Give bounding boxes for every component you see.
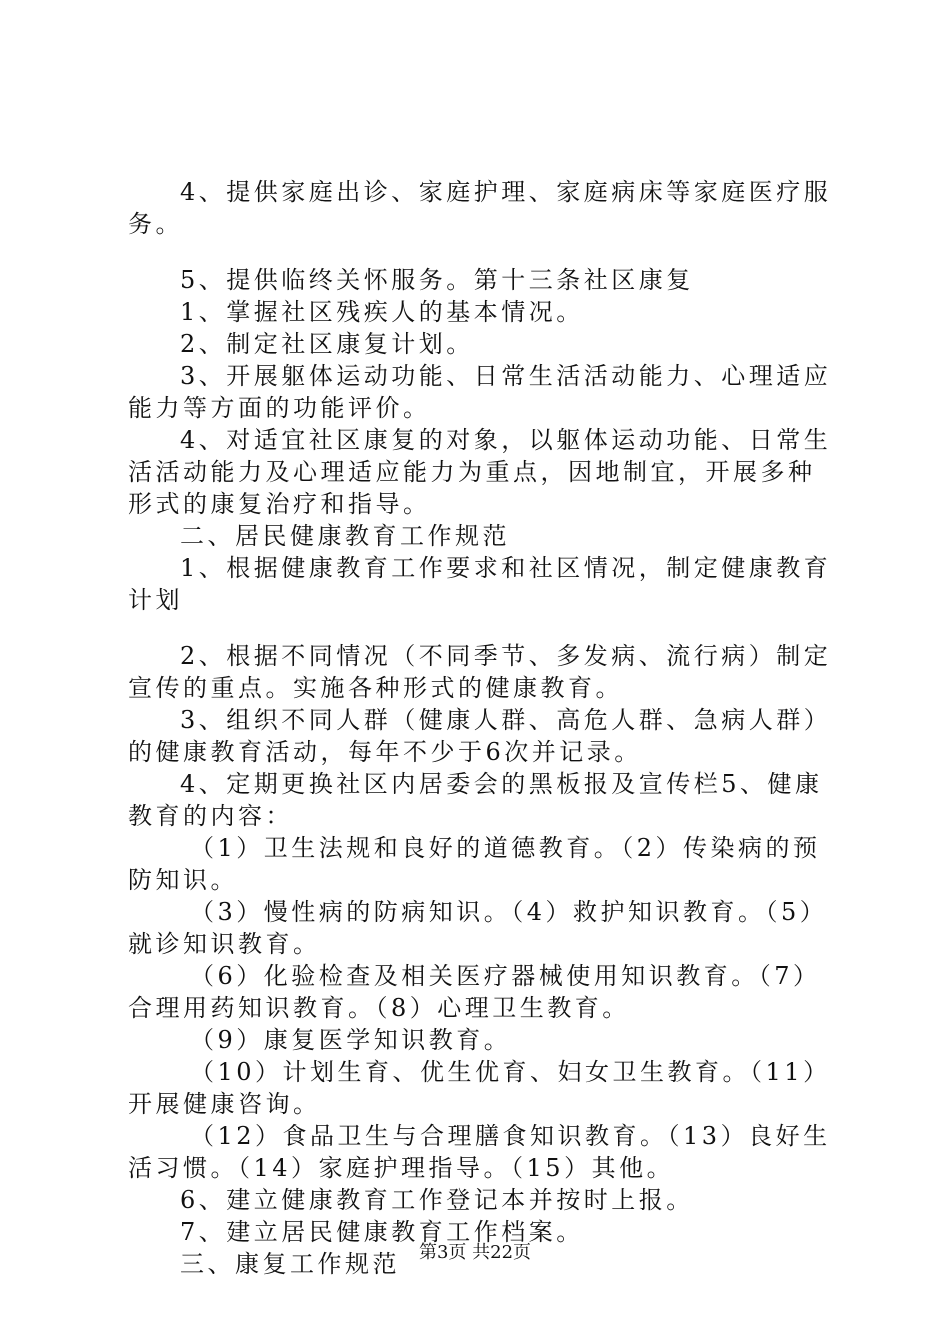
paragraph-disabled-situation: 1、掌握社区残疾人的基本情况。 <box>180 298 584 326</box>
paragraph-registration-book: 6、建立健康教育工作登记本并按时上报。 <box>180 1186 694 1214</box>
list-item-education-9: （9）康复医学知识教育。 <box>190 1026 512 1054</box>
list-item-education-6-8: （6）化验检查及相关医疗器械使用知识教育。（7）合理用药知识教育。（8）心理卫生教育。 <box>128 962 821 1022</box>
paragraph-home-medical-service: 4、提供家庭出诊、家庭护理、家庭病床等家庭医疗服务。 <box>128 178 832 238</box>
section-heading-health-education: 二、居民健康教育工作规范 <box>180 522 510 550</box>
list-item-education-3-5: （3）慢性病的防病知识。（4）救护知识教育。（5）就诊知识教育。 <box>128 898 828 958</box>
paragraph-rehab-treatment: 4、对适宜社区康复的对象，以躯体运动功能、日常生活活动能力及心理适应能力为重点，因地制宜，开展多种形式的康复治疗和指导。 <box>128 426 832 518</box>
document-body <box>128 176 832 1280</box>
list-item-education-1-2: （1）卫生法规和良好的道德教育。（2）传染病的预防知识。 <box>128 834 821 894</box>
paragraph-function-evaluation: 3、开展躯体运动功能、日常生活活动能力、心理适应能力等方面的功能评价。 <box>128 362 832 422</box>
list-item-education-10-11: （10）计划生育、优生优育、妇女卫生教育。（11）开展健康咨询。 <box>128 1058 831 1118</box>
paragraph-hospice-care: 5、提供临终关怀服务。第十三条社区康复 <box>180 266 694 294</box>
section-heading-rehab-standards: 三、康复工作规范 <box>180 1250 400 1278</box>
paragraph-education-archive: 7、建立居民健康教育工作档案。 <box>180 1218 584 1246</box>
list-item-education-12-15: （12）食品卫生与合理膳食知识教育。（13）良好生活习惯。（14）家庭护理指导。（15）其他。 <box>128 1122 831 1182</box>
page-number-footer: 第3页 共22页 <box>418 1242 532 1263</box>
paragraph-rehab-plan: 2、制定社区康复计划。 <box>180 330 474 358</box>
paragraph-education-plan: 1、根据健康教育工作要求和社区情况，制定健康教育计划 <box>128 554 832 614</box>
paragraph-education-activities: 3、组织不同人群（健康人群、高危人群、急病人群）的健康教育活动，每年不少于6次并记录。 <box>128 706 832 766</box>
paragraph-publicity-focus: 2、根据不同情况（不同季节、多发病、流行病）制定宣传的重点。实施各种形式的健康教育。 <box>128 642 832 702</box>
paragraph-blackboard-content: 4、定期更换社区内居委会的黑板报及宣传栏5、健康教育的内容： <box>128 770 823 830</box>
